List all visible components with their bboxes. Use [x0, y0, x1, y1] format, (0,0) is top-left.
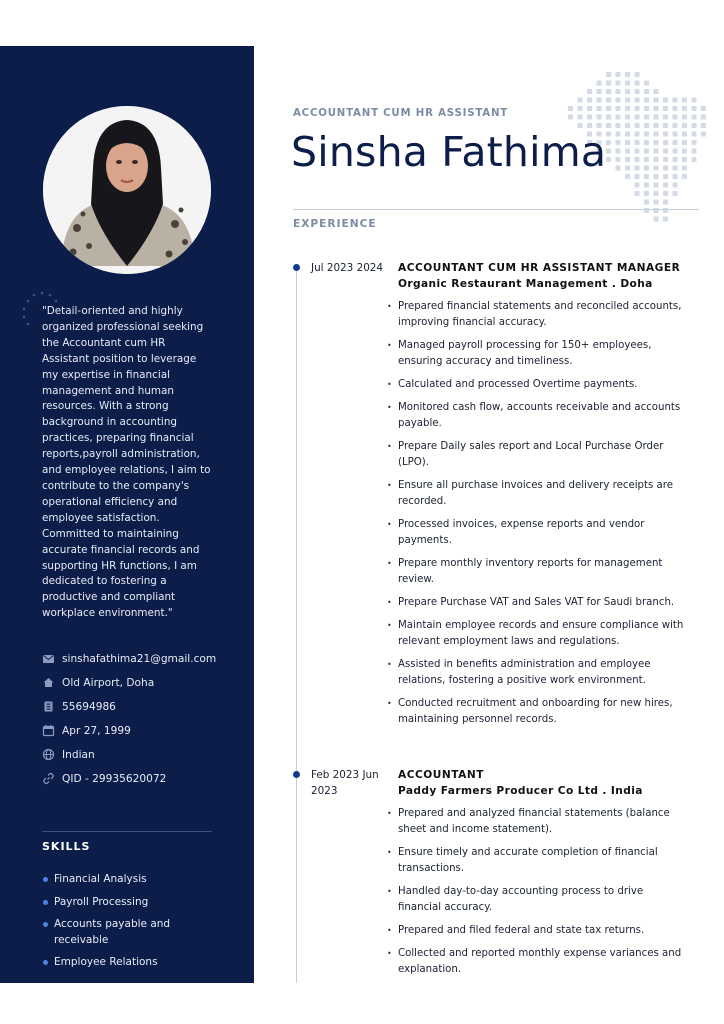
job-bullet: • Managed payroll processing for 150+ employees, ensuring accuracy and timeliness. [387, 338, 687, 370]
map-dot [625, 115, 630, 120]
map-dot [606, 140, 611, 145]
skills-list [42, 872, 212, 978]
map-dot [663, 115, 668, 120]
map-dot [663, 200, 668, 205]
header-divider [293, 209, 699, 210]
map-dot [635, 174, 640, 179]
map-dot [692, 149, 697, 154]
map-dot [568, 115, 573, 120]
contact-address-text: Old Airport, Doha [62, 677, 155, 689]
map-dot [587, 115, 592, 120]
map-dot [606, 106, 611, 111]
map-dot [701, 123, 706, 128]
map-dot [654, 115, 659, 120]
map-dot [692, 157, 697, 162]
map-dot [673, 157, 678, 162]
map-dot [673, 183, 678, 188]
map-dot [663, 132, 668, 137]
map-dot [654, 123, 659, 128]
map-dot [597, 81, 602, 86]
map-dot [616, 140, 621, 145]
job-bullet: • Prepare Purchase VAT and Sales VAT for Saudi branch. [387, 595, 687, 611]
map-dot [616, 89, 621, 94]
map-dot [644, 166, 649, 171]
map-dot [644, 174, 649, 179]
link-icon [42, 772, 55, 785]
timeline-dot-icon [293, 771, 300, 778]
map-dot [625, 140, 630, 145]
map-dot [616, 106, 621, 111]
map-dot [644, 98, 649, 103]
map-dot [625, 72, 630, 77]
map-dot [663, 123, 668, 128]
map-dot [663, 166, 668, 171]
map-dot [682, 140, 687, 145]
map-dot [644, 191, 649, 196]
map-dot [682, 149, 687, 154]
sidebar-divider [42, 831, 212, 832]
job-company: Paddy Farmers Producer Co Ltd . India [398, 785, 643, 797]
map-dot [606, 149, 611, 154]
contact-qid-text: QID - 29935620072 [62, 773, 167, 785]
job-bullet: • Monitored cash flow, accounts receivable and accounts payable. [387, 400, 687, 432]
job-bullet: • Calculated and processed Overtime payments. [387, 377, 687, 393]
map-dot [654, 200, 659, 205]
map-dot [644, 106, 649, 111]
map-dot [663, 149, 668, 154]
map-dot [635, 89, 640, 94]
map-dot [692, 115, 697, 120]
map-dot [635, 132, 640, 137]
map-dot [616, 115, 621, 120]
map-dot [673, 132, 678, 137]
map-dot [654, 149, 659, 154]
map-dot [644, 149, 649, 154]
map-dot [635, 123, 640, 128]
job-header [398, 767, 693, 799]
map-dot [692, 132, 697, 137]
map-dot [644, 200, 649, 205]
map-dot [606, 132, 611, 137]
map-dot [701, 132, 706, 137]
map-dot [663, 183, 668, 188]
map-dot [644, 157, 649, 162]
map-dot [625, 149, 630, 154]
job-bullet: • Prepared and filed federal and state tax returns. [387, 923, 687, 939]
map-dot [682, 157, 687, 162]
map-dot [635, 149, 640, 154]
map-dot [663, 140, 668, 145]
map-dot [597, 98, 602, 103]
timeline-dot-icon [293, 264, 300, 271]
map-dot [682, 123, 687, 128]
job-bullet: • Prepare Daily sales report and Local Purchase Order (LPO). [387, 439, 687, 471]
contact-list [42, 651, 217, 795]
contact-nationality-text: Indian [62, 749, 95, 761]
map-dot [616, 132, 621, 137]
map-dot [701, 106, 706, 111]
mail-icon [42, 652, 55, 665]
map-dot [673, 106, 678, 111]
skill-item: Payroll Processing [42, 895, 212, 911]
map-dot [644, 123, 649, 128]
map-dot [663, 106, 668, 111]
contact-qid [42, 771, 217, 787]
map-dot [606, 123, 611, 128]
map-dot [654, 132, 659, 137]
map-dot [606, 81, 611, 86]
job-bullet: • Prepare monthly inventory reports for management review. [387, 556, 687, 588]
map-dot [644, 89, 649, 94]
map-dot [625, 89, 630, 94]
map-dot [635, 157, 640, 162]
map-dot [606, 89, 611, 94]
map-dot [663, 174, 668, 179]
job-bullet: • Handled day-to-day accounting process to drive financial accuracy. [387, 884, 687, 916]
map-dot [654, 140, 659, 145]
phone-icon [42, 700, 55, 713]
map-dot [663, 98, 668, 103]
map-dot [673, 123, 678, 128]
skill-item: Employee Relations [42, 955, 212, 971]
job-dates: Feb 2023 Jun 2023 [311, 769, 379, 797]
skill-item: Financial Analysis [42, 872, 212, 888]
map-dot [635, 166, 640, 171]
contact-email[interactable] [42, 651, 217, 667]
globe-icon [42, 748, 55, 761]
candidate-name: Sinsha Fathima [291, 128, 607, 176]
map-dot [644, 140, 649, 145]
map-dot [625, 81, 630, 86]
job-title: ACCOUNTANT CUM HR ASSISTANT MANAGER [398, 262, 681, 274]
job-bullet: • Conducted recruitment and onboarding for new hires, maintaining personnel records. [387, 696, 687, 728]
map-dot [692, 140, 697, 145]
job-header [398, 260, 693, 292]
map-dot [654, 157, 659, 162]
map-dot [587, 98, 592, 103]
contact-phone-text: 55694986 [62, 701, 116, 713]
map-dot [654, 166, 659, 171]
map-dot [606, 98, 611, 103]
map-dot [682, 174, 687, 179]
job-bullet: • Prepared financial statements and reconciled accounts, improving financial accuracy. [387, 299, 687, 331]
map-dot [578, 98, 583, 103]
calendar-icon [42, 724, 55, 737]
contact-address [42, 675, 217, 691]
map-dot [635, 72, 640, 77]
map-dot [682, 115, 687, 120]
map-dot [635, 183, 640, 188]
map-dot [654, 106, 659, 111]
job-bullet: • Maintain employee records and ensure compliance with relevant employment laws and regulations. [387, 618, 687, 650]
job-bullets [387, 806, 687, 985]
map-dot [673, 115, 678, 120]
map-dot [597, 115, 602, 120]
map-dot [682, 106, 687, 111]
map-dot [606, 157, 611, 162]
map-dot [616, 166, 621, 171]
map-dot [654, 191, 659, 196]
contact-nationality [42, 747, 217, 763]
map-dot [654, 174, 659, 179]
map-dot [644, 183, 649, 188]
map-dot [625, 166, 630, 171]
job-title: ACCOUNTANT [398, 769, 484, 781]
job-company: Organic Restaurant Management . Doha [398, 278, 653, 290]
map-dot [606, 115, 611, 120]
map-dot [625, 174, 630, 179]
map-dot [654, 98, 659, 103]
map-dot [701, 115, 706, 120]
map-dot [597, 89, 602, 94]
home-icon [42, 676, 55, 689]
job-bullet: • Prepared and analyzed financial statements (balance sheet and income statement). [387, 806, 687, 838]
map-dot [673, 191, 678, 196]
map-dot [616, 149, 621, 154]
map-dot [654, 89, 659, 94]
map-dot [682, 98, 687, 103]
map-dot [606, 72, 611, 77]
map-dot [635, 140, 640, 145]
contact-email-text: sinshafathima21@gmail.com [62, 653, 217, 665]
map-dot [663, 191, 668, 196]
map-dot [578, 115, 583, 120]
skills-heading: SKILLS [42, 840, 91, 853]
map-dot [625, 106, 630, 111]
map-dot [616, 98, 621, 103]
job-bullet: • Collected and reported monthly expense variances and explanation. [387, 946, 687, 978]
map-dot [663, 217, 668, 222]
map-dot [682, 166, 687, 171]
map-dot [673, 98, 678, 103]
job-bullets [387, 299, 687, 735]
map-dot [625, 132, 630, 137]
profile-summary: "Detail-oriented and highly organized professional seeking the Accountant cum HR Assistant position to leverage my expertise in financial management and human resources. With a strong background in accounting practices, preparing financial reports,payroll administration, and employee relations, I aim to contribute to the company's operational efficiency and employee satisfaction. Committed to maintaining accurate financial records and supporting HR functions, I am dedicated to fostering a productive and compliant workplace environment." [42, 305, 211, 620]
map-dot [625, 123, 630, 128]
job-bullet: • Assisted in benefits administration and employee relations, fostering a positive work environment. [387, 657, 687, 689]
map-dot [578, 106, 583, 111]
map-dot [635, 106, 640, 111]
map-dot [663, 157, 668, 162]
map-dot [692, 106, 697, 111]
experience-heading: EXPERIENCE [293, 218, 377, 230]
sidebar [0, 46, 254, 983]
map-dot [616, 72, 621, 77]
map-dot [616, 81, 621, 86]
map-dot [673, 166, 678, 171]
contact-birthdate [42, 723, 217, 739]
map-dot [673, 149, 678, 154]
map-dot [682, 132, 687, 137]
timeline-line [296, 268, 297, 983]
job-role-heading: ACCOUNTANT CUM HR ASSISTANT [293, 108, 509, 119]
map-dot [692, 123, 697, 128]
map-dot [635, 115, 640, 120]
map-dot [587, 106, 592, 111]
map-dot [625, 98, 630, 103]
skill-item: Accounts payable and receivable [42, 917, 212, 948]
map-dot [673, 140, 678, 145]
map-dot [625, 157, 630, 162]
map-dot [644, 132, 649, 137]
job-bullet: • Ensure timely and accurate completion of financial transactions. [387, 845, 687, 877]
map-dot [654, 217, 659, 222]
map-dot [616, 157, 621, 162]
profile-photo-illustration [43, 106, 211, 274]
map-dot [587, 89, 592, 94]
contact-phone[interactable] [42, 699, 217, 715]
profile-photo [43, 106, 211, 274]
map-dot [635, 98, 640, 103]
map-dot [597, 106, 602, 111]
map-dot [673, 174, 678, 179]
map-dot [654, 183, 659, 188]
job-dates: Jul 2023 2024 [311, 262, 384, 274]
map-dot [635, 81, 640, 86]
map-dot [692, 98, 697, 103]
map-dot [616, 123, 621, 128]
map-dot [635, 191, 640, 196]
job-bullet: • Processed invoices, expense reports and vendor payments. [387, 517, 687, 549]
contact-birthdate-text: Apr 27, 1999 [62, 725, 131, 737]
job-bullet: • Ensure all purchase invoices and delivery receipts are recorded. [387, 478, 687, 510]
map-dot [568, 106, 573, 111]
map-dot [644, 81, 649, 86]
map-dot [644, 115, 649, 120]
